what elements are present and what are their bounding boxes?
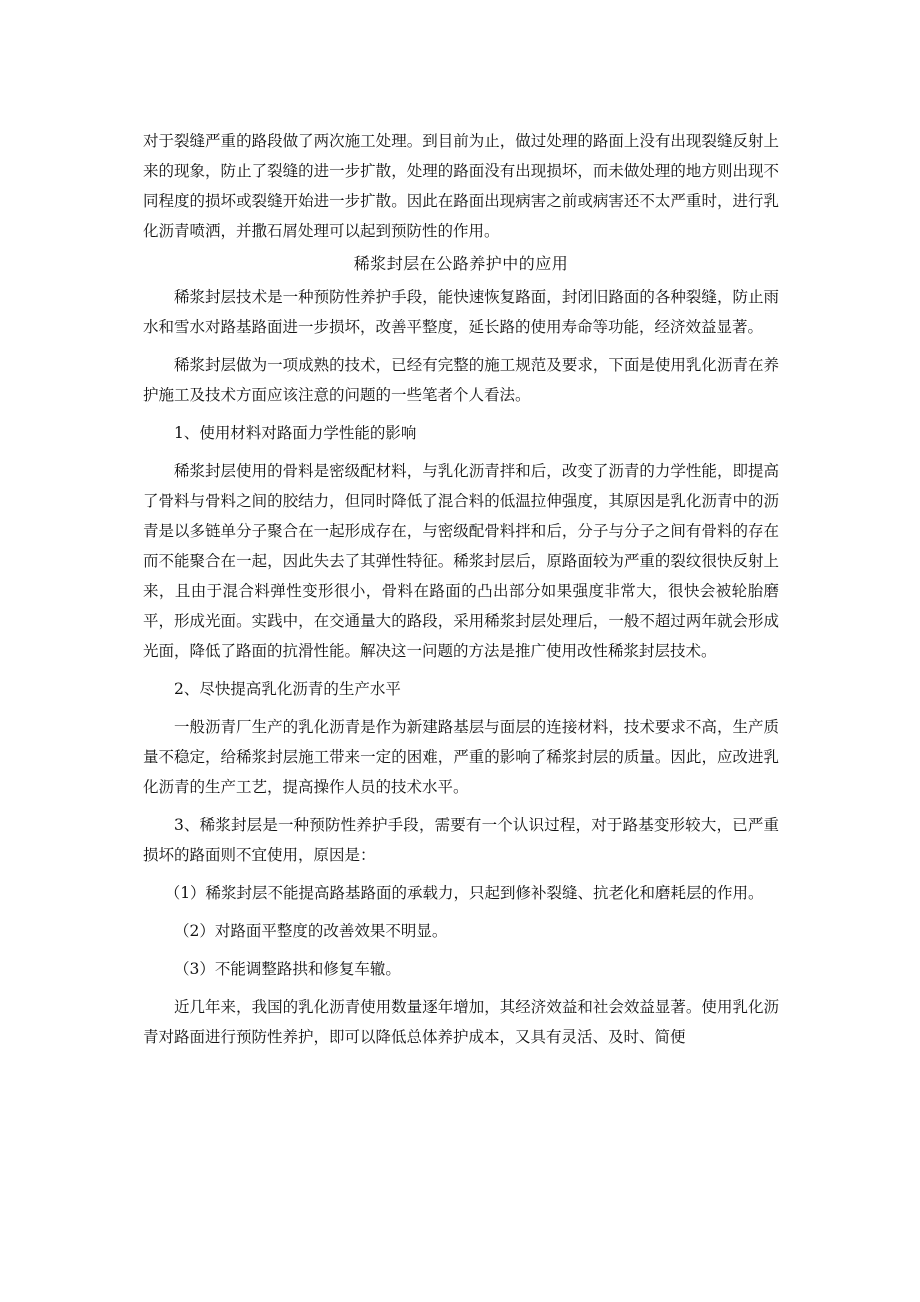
list-item-rutting: （3）不能调整路拱和修复车辙。: [174, 960, 401, 978]
document-body: [143, 126, 779, 1052]
paragraph-production: 一般沥青厂生产的乳化沥青是作为新建路基层与面层的连接材料，技术要求不高，生产质量不稳定，给稀浆封层施工带来一定的困难，严重的影响了稀浆封层的质量。因此，应改进乳化沥青的生产工艺，提高操作人员的技术水平。: [143, 718, 779, 796]
section-title: 稀浆封层在公路养护中的应用: [353, 254, 569, 273]
intro-paragraph: 对于裂缝严重的路段做了两次施工处理。到目前为止，做过处理的路面上没有出现裂缝反射上来的现象，防止了裂缝的进一步扩散，处理的路面没有出现损坏，而未做处理的地方则出现不同程度的损坏或裂缝开始进一步扩散。因此在路面出现病害之前或病害还不太严重时，进行乳化沥青喷洒，并撒石屑处理可以起到预防性的作用。: [143, 132, 779, 240]
list-item-bearing: （1）稀浆封层不能提高路基路面的承载力，只起到修补裂缝、抗老化和磨耗层的作用。: [164, 884, 764, 902]
paragraph-conclusion: 近几年来，我国的乳化沥青使用数量逐年增加，其经济效益和社会效益显著。使用乳化沥青对路面进行预防性养护，即可以降低总体养护成本，又具有灵活、及时、简便: [143, 998, 779, 1046]
subheading-limitations: 3、稀浆封层是一种预防性养护手段，需要有一个认识过程，对于路基变形较大，已严重损坏的路面则不宜使用，原因是：: [143, 816, 779, 864]
paragraph-materials: 稀浆封层使用的骨料是密级配材料，与乳化沥青拌和后，改变了沥青的力学性能，即提高了骨料与骨料之间的胶结力，但同时降低了混合料的低温拉伸强度，其原因是乳化沥青中的沥青是以多链单分子聚合在一起形成存在，与密级配骨料拌和后，分子与分子之间有骨料的存在而不能聚合在一起，因此失去了其弹性特征。稀浆封层后，原路面较为严重的裂纹很快反射上来，且由于混合料弹性变形很小，骨料在路面的凸出部分如果强度非常大，很快会被轮胎磨平，形成光面。实践中，在交通量大的路段，采用稀浆封层处理后，一般不超过两年就会形成光面，降低了路面的抗滑性能。解决这一问题的方法是推广使用改性稀浆封层技术。: [143, 462, 779, 660]
paragraph-opinion: 稀浆封层做为一项成熟的技术，已经有完整的施工规范及要求，下面是使用乳化沥青在养护施工及技术方面应该注意的问题的一些笔者个人看法。: [143, 356, 779, 404]
subheading-production: 2、尽快提高乳化沥青的生产水平: [174, 680, 401, 698]
list-item-flatness: （2）对路面平整度的改善效果不明显。: [174, 922, 448, 940]
subheading-materials: 1、使用材料对路面力学性能的影响: [174, 424, 417, 442]
paragraph-overview: 稀浆封层技术是一种预防性养护手段，能快速恢复路面，封闭旧路面的各种裂缝，防止雨水和雪水对路基路面进一步损坏，改善平整度，延长路的使用寿命等功能，经济效益显著。: [143, 288, 779, 336]
